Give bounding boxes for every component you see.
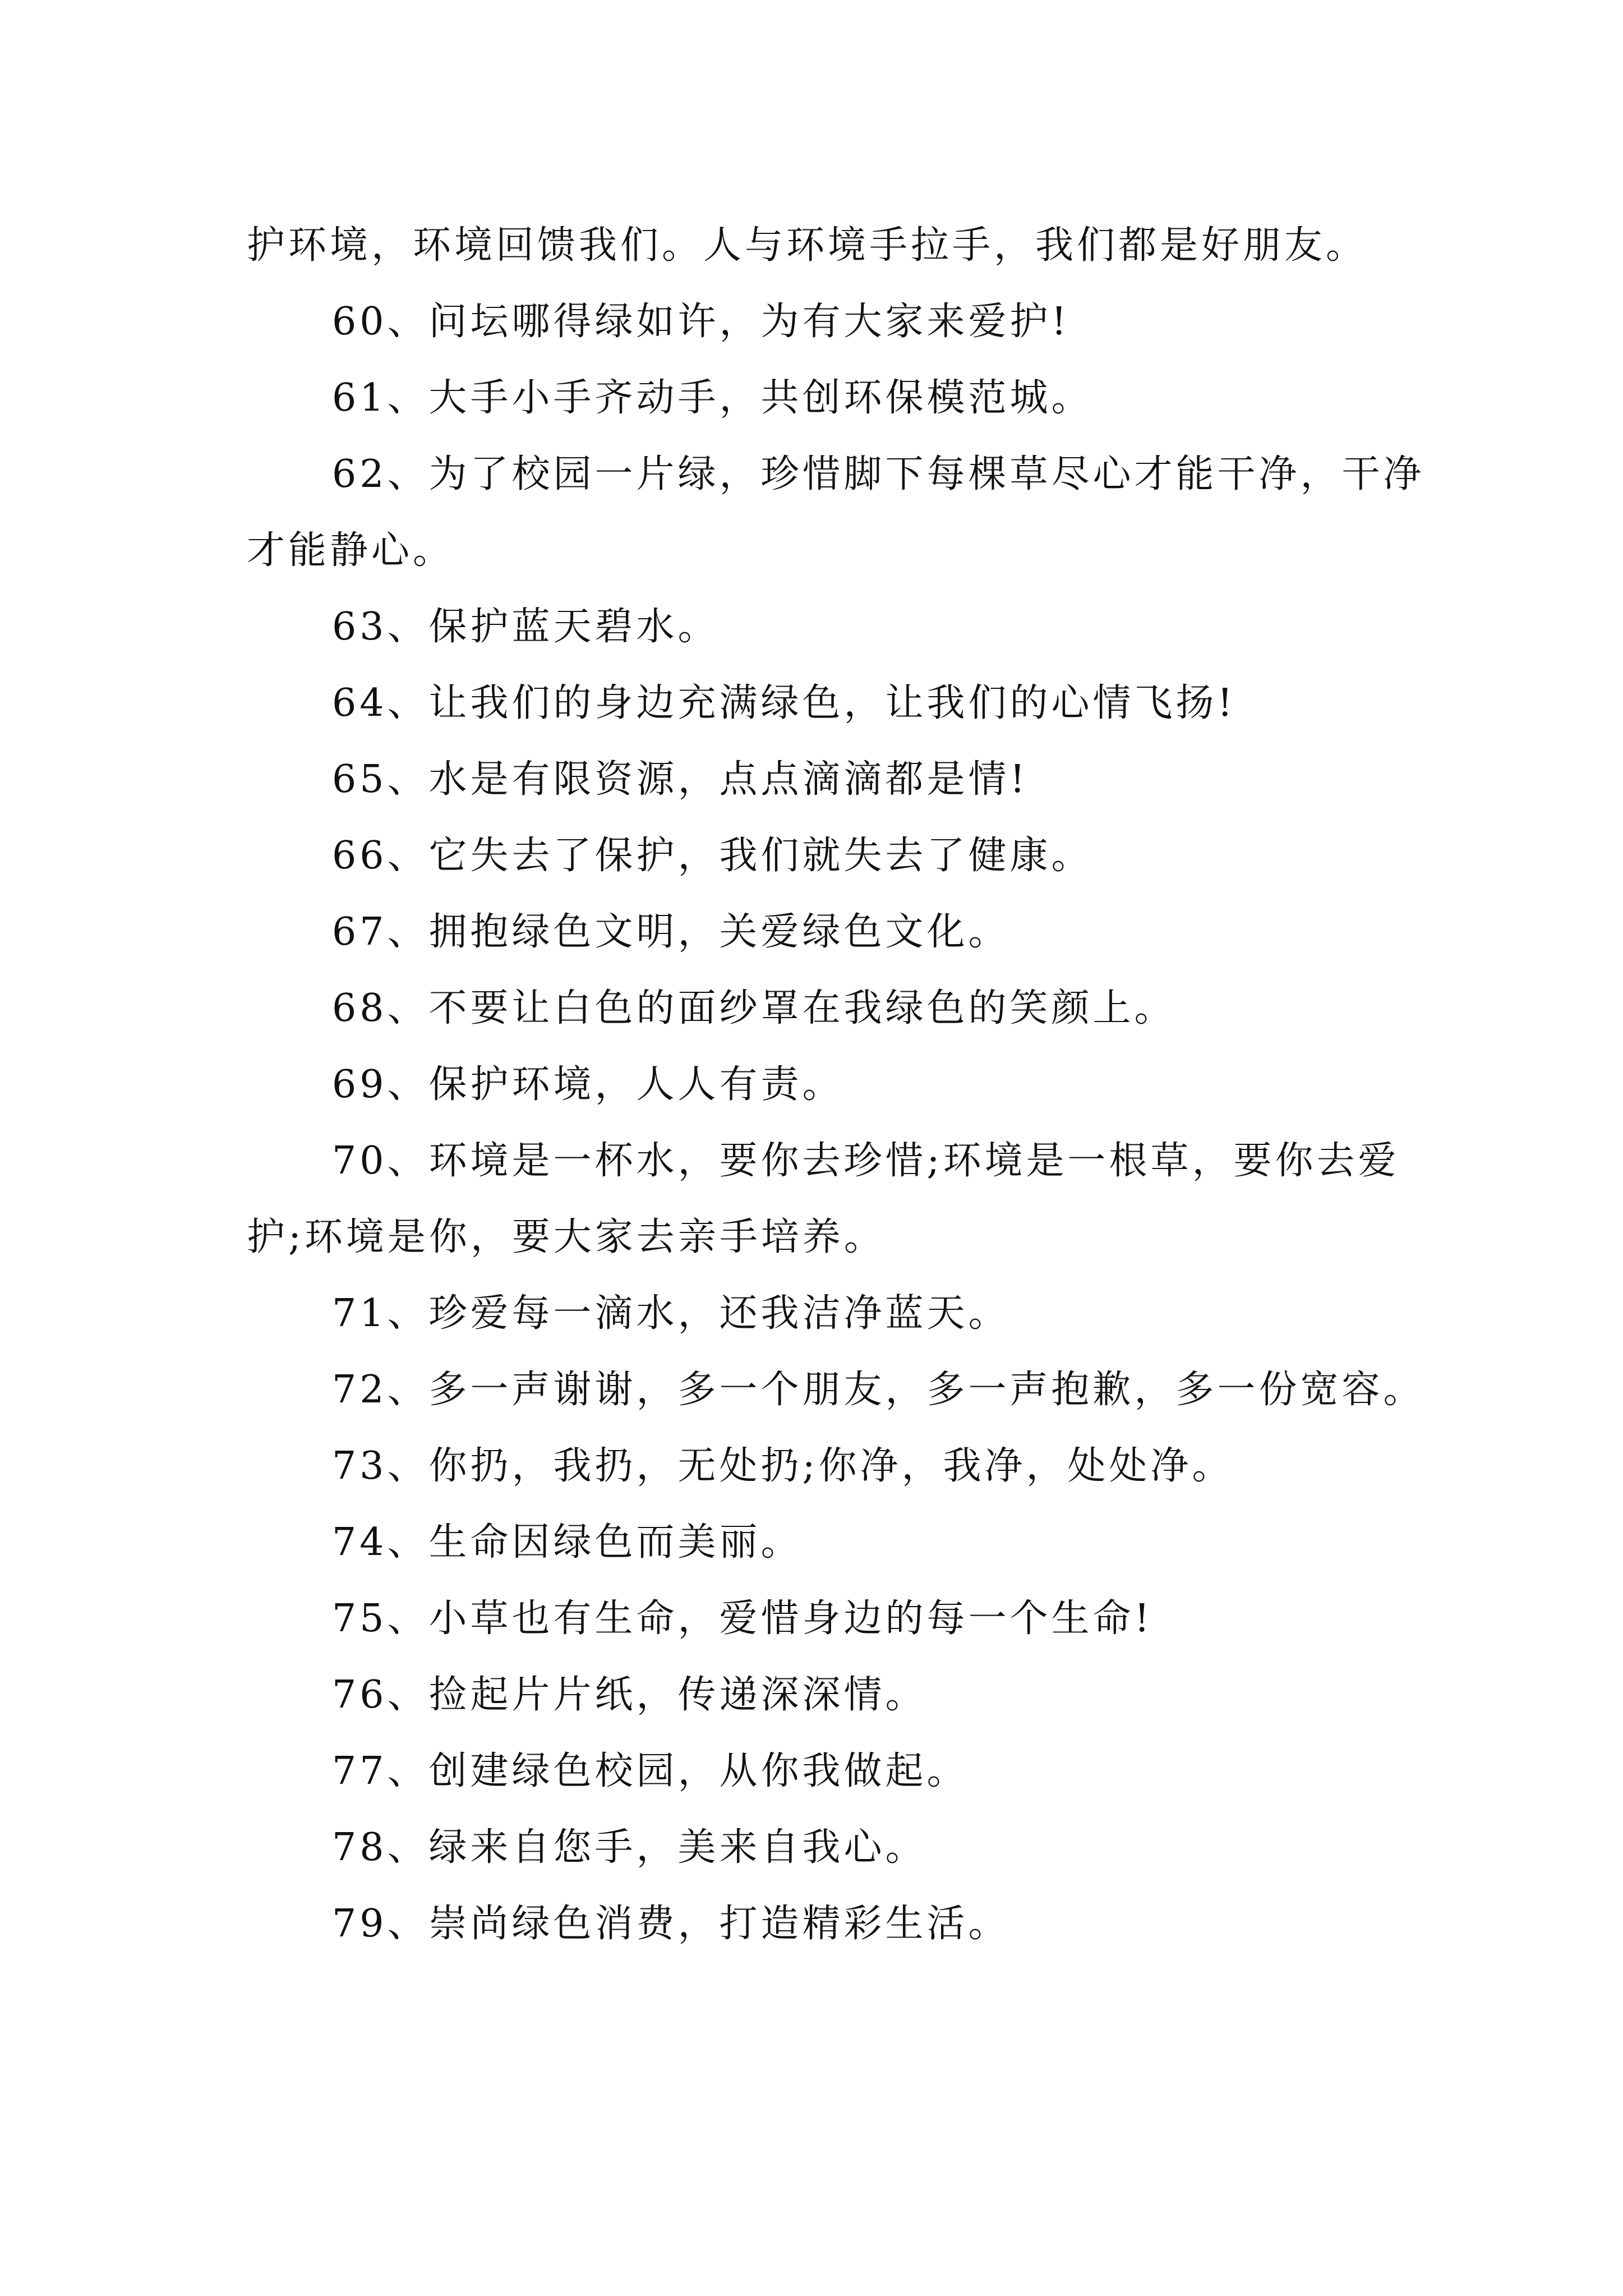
list-item: 71、珍爱每一滴水，还我洁净蓝天。 — [332, 1291, 1010, 1336]
list-item: 68、不要让白色的面纱罩在我绿色的笑颜上。 — [332, 986, 1176, 1030]
list-item: 73、你扔，我扔，无处扔;你净，我净，处处净。 — [332, 1444, 1234, 1488]
list-item: 67、拥抱绿色文明，关爱绿色文化。 — [332, 910, 1010, 954]
list-item: 77、创建绿色校园，从你我做起。 — [332, 1749, 969, 1793]
list-item: 70、环境是一杯水，要你去珍惜;环境是一根草，要你去爱护;环境是你，要大家去亲手培养。 — [247, 1139, 1400, 1259]
list-item: 79、崇尚绿色消费，打造精彩生活。 — [332, 1902, 1010, 1946]
list-item: 74、生命因绿色而美丽。 — [332, 1520, 803, 1565]
list-item: 62、为了校园一片绿，珍惜脚下每棵草尽心才能干净，干净才能静心。 — [247, 452, 1425, 573]
list-item: 76、捡起片片纸，传递深深情。 — [332, 1673, 927, 1717]
document-body — [247, 208, 1436, 1962]
list-item: 63、保护蓝天碧水。 — [332, 605, 720, 649]
list-item: 64、让我们的身边充满绿色，让我们的心情飞扬! — [332, 681, 1236, 725]
paragraph: 护环境，环境回馈我们。人与环境手拉手，我们都是好朋友。 — [247, 223, 1368, 268]
list-item: 78、绿来自您手，美来自我心。 — [332, 1825, 927, 1870]
list-item: 69、保护环境，人人有责。 — [332, 1062, 844, 1107]
list-item: 61、大手小手齐动手，共创环保模范城。 — [332, 376, 1093, 420]
list-item: 72、多一声谢谢，多一个朋友，多一声抱歉，多一份宽容。 — [332, 1368, 1425, 1412]
list-item: 66、它失去了保护，我们就失去了健康。 — [332, 834, 1093, 878]
list-item: 60、问坛哪得绿如许，为有大家来爱护! — [332, 300, 1070, 344]
list-item: 65、水是有限资源，点点滴滴都是情! — [332, 757, 1029, 802]
list-item: 75、小草也有生命，爱惜身边的每一个生命! — [332, 1596, 1153, 1641]
